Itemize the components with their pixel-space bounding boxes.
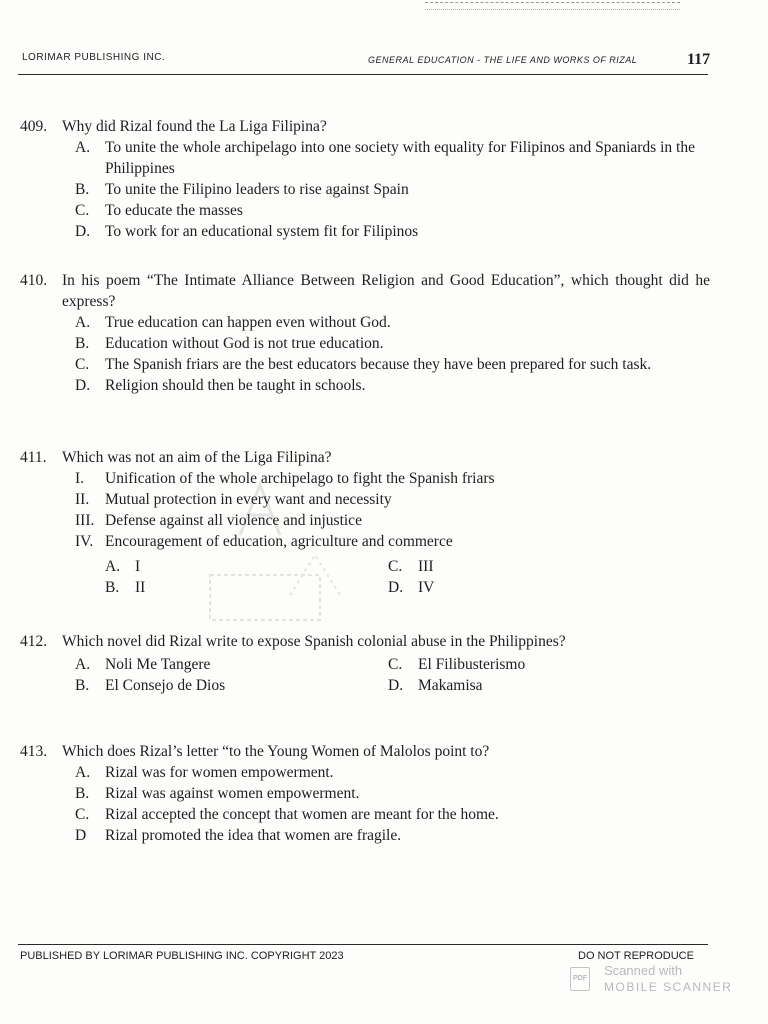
footer-copyright: PUBLISHED BY LORIMAR PUBLISHING INC. COPYRIGHT 2023: [20, 950, 344, 962]
option-b: B. Education without God is not true education.: [75, 335, 384, 352]
question-409: [20, 116, 710, 242]
option-a: A. To unite the whole archipelago into one society with equality for Filipinos and Spaniards in the Philippines: [75, 139, 695, 177]
option-c: C. Rizal accepted the concept that women are meant for the home.: [75, 806, 499, 823]
question-text: Which was not an aim of the Liga Filipina?: [62, 449, 332, 466]
footer-divider: [18, 944, 708, 945]
pdf-icon: PDF: [570, 967, 590, 991]
header-section-title: GENERAL EDUCATION - THE LIFE AND WORKS OF RIZAL: [368, 55, 638, 65]
question-412: [20, 631, 710, 696]
page-number: 117: [687, 51, 711, 68]
option-a: A. I: [105, 558, 141, 575]
option-b: B. El Consejo de Dios: [75, 677, 226, 694]
option-c: C. To educate the masses: [75, 202, 243, 219]
watermark-line-1: Scanned with: [604, 963, 683, 978]
option-a: A. Noli Me Tangere: [75, 656, 211, 673]
question-text: In his poem “The Intimate Alliance Between Religion and Good Education”, which thought did he express?: [62, 272, 710, 310]
option-b: B. Rizal was against women empowerment.: [75, 785, 360, 802]
question-number: 413.: [20, 743, 48, 760]
option-d: D. Makamisa: [388, 677, 483, 694]
option-c: C. III: [388, 558, 434, 575]
option-c: C. El Filibusterismo: [388, 656, 526, 673]
option-a: A. Rizal was for women empowerment.: [75, 764, 334, 781]
question-410: [20, 270, 710, 396]
scan-artifact: [425, 2, 680, 10]
roman-item-1: I. Unification of the whole archipelago to fight the Spanish friars: [75, 470, 495, 487]
header-divider: [18, 74, 708, 75]
question-number: 411.: [20, 449, 47, 466]
question-number: 412.: [20, 633, 48, 650]
answer-choices: [105, 556, 710, 598]
scanner-watermark: [570, 963, 740, 1003]
roman-item-4: IV. Encouragement of education, agriculture and commerce: [75, 533, 453, 550]
option-b: B. II: [105, 579, 146, 596]
answer-choices: [75, 654, 710, 696]
question-number: 409.: [20, 118, 48, 135]
option-b: B. To unite the Filipino leaders to rise against Spain: [75, 181, 409, 198]
roman-item-3: III. Defense against all violence and injustice: [75, 512, 362, 529]
footer-notice: DO NOT REPRODUCE: [578, 950, 694, 962]
watermark-line-2: MOBILE SCANNER: [604, 980, 733, 994]
option-c: C. The Spanish friars are the best educators because they have been prepared for such task.: [75, 356, 652, 373]
header-publisher: LORIMAR PUBLISHING INC.: [22, 52, 166, 63]
question-number: 410.: [20, 272, 48, 289]
question-413: [20, 741, 710, 846]
option-d: D. Religion should then be taught in schools.: [75, 377, 366, 394]
question-text: Why did Rizal found the La Liga Filipina?: [62, 118, 327, 135]
question-411: [20, 447, 710, 598]
option-d: D Rizal promoted the idea that women are fragile.: [75, 827, 402, 844]
option-a: A. True education can happen even without God.: [75, 314, 391, 331]
roman-item-2: II. Mutual protection in every want and necessity: [75, 491, 392, 508]
option-d: D. IV: [388, 579, 435, 596]
question-text: Which does Rizal’s letter “to the Young Women of Malolos point to?: [62, 743, 490, 760]
option-d: D. To work for an educational system fit for Filipinos: [75, 223, 419, 240]
question-text: Which novel did Rizal write to expose Spanish colonial abuse in the Philippines?: [62, 633, 566, 650]
